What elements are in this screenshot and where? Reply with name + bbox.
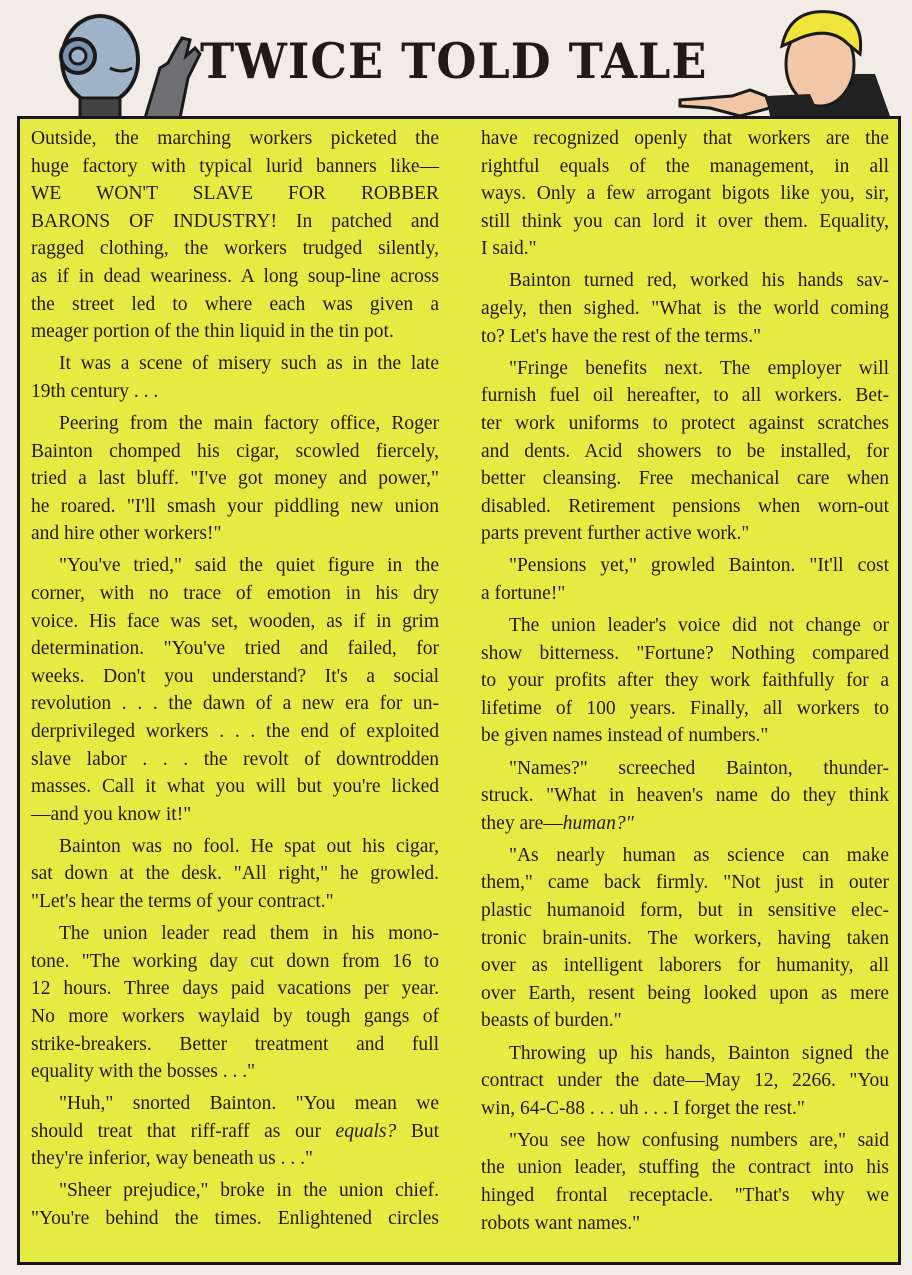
text-segment: "Names?" screeched Bainton, thunder- xyxy=(509,757,889,779)
text-segment: agely, then sighed. "What is the world coming xyxy=(481,298,889,320)
text-line xyxy=(31,833,439,861)
text-line xyxy=(481,842,889,870)
text-segment: corner, with no trace of emotion in his dry xyxy=(31,583,439,604)
text-line xyxy=(481,493,889,521)
text-line xyxy=(31,746,439,774)
text-line xyxy=(31,860,439,888)
text-segment: tried a last bluff. "I've got money and power," xyxy=(31,468,439,490)
text-segment: tone. "The working day cut down from 16 to xyxy=(31,950,439,972)
text-segment: Throwing up his hands, Bainton signed the xyxy=(509,1042,889,1064)
story-text-box xyxy=(17,116,901,1265)
text-line xyxy=(481,612,889,640)
text-line xyxy=(31,318,439,346)
text-line xyxy=(481,382,889,410)
text-line xyxy=(481,925,889,953)
text-segment: Peering from the main factory office, Roger xyxy=(59,412,439,434)
text-line xyxy=(481,552,889,580)
text-line xyxy=(481,323,889,351)
text-line xyxy=(31,975,439,1003)
text-line xyxy=(31,948,439,976)
text-segment: No more workers waylaid by tough gangs of xyxy=(31,1005,439,1027)
text-line xyxy=(31,153,439,181)
text-line xyxy=(481,952,889,980)
text-segment: they are— xyxy=(481,812,563,834)
man-pointing-illustration xyxy=(670,4,900,120)
text-segment: should treat that riff-raff as our xyxy=(31,1120,336,1142)
text-segment: furnish fuel oil hereafter, to all workers. Bet- xyxy=(481,385,889,407)
text-segment: struck. "What in heaven's name do they think xyxy=(481,785,889,807)
text-line xyxy=(481,667,889,695)
text-segment: show bitterness. "Fortune? Nothing compared xyxy=(481,642,889,664)
story-paragraph xyxy=(481,267,889,350)
text-line xyxy=(481,695,889,723)
story-paragraph xyxy=(481,552,889,607)
text-line xyxy=(481,1067,889,1095)
text-line xyxy=(481,153,889,181)
text-line xyxy=(481,580,889,608)
story-paragraph xyxy=(31,552,439,828)
text-line xyxy=(31,410,439,438)
text-segment: plastic humanoid form, but in sensitive elec- xyxy=(481,900,889,922)
text-segment: "Sheer prejudice," broke in the union chief. xyxy=(59,1180,439,1202)
text-line xyxy=(481,755,889,783)
text-segment: "You see how confusing numbers are," said xyxy=(509,1129,889,1151)
text-line xyxy=(481,1040,889,1068)
text-line xyxy=(31,263,439,291)
text-line xyxy=(481,722,889,750)
story-paragraph xyxy=(31,350,439,405)
text-segment: they're inferior, way beneath us . . ." xyxy=(31,1148,313,1170)
text-segment: derprivileged workers . . . the end of exploited xyxy=(31,720,439,742)
italic-text: human?" xyxy=(562,812,634,834)
text-segment: WE WON'T SLAVE FOR ROBBER xyxy=(31,183,439,205)
story-paragraph xyxy=(31,410,439,548)
text-segment: The union leader read them in his mono- xyxy=(59,923,439,945)
text-line xyxy=(31,663,439,691)
text-line xyxy=(31,1118,439,1146)
text-line xyxy=(481,520,889,548)
text-segment: strike-breakers. Better treatment and full xyxy=(31,1033,439,1055)
text-segment: Bainton turned red, worked his hands sav- xyxy=(509,270,889,292)
story-paragraph xyxy=(481,755,889,838)
story-paragraph xyxy=(481,842,889,1035)
text-segment: The union leader's voice did not change or xyxy=(509,615,889,637)
text-line xyxy=(31,920,439,948)
text-line xyxy=(31,888,439,916)
text-line xyxy=(481,1127,889,1155)
story-paragraph xyxy=(31,833,439,916)
text-segment: It was a scene of misery such as in the late xyxy=(59,353,439,375)
text-segment: be given names instead of numbers." xyxy=(481,725,769,747)
robot-illustration xyxy=(40,8,210,120)
text-line xyxy=(481,235,889,263)
text-line xyxy=(481,1182,889,1210)
text-segment: But xyxy=(396,1120,439,1142)
text-line xyxy=(31,1145,439,1173)
text-line xyxy=(481,465,889,493)
text-line xyxy=(481,1007,889,1035)
text-line xyxy=(481,355,889,383)
text-line xyxy=(31,552,439,580)
text-segment: Bainton chomped his cigar, scowled fiercely, xyxy=(31,440,439,462)
text-segment: 19th century . . . xyxy=(31,380,159,402)
text-segment: "You've tried," said the quiet figure in the xyxy=(59,555,439,577)
text-segment: rightful equals of the management, in all xyxy=(481,155,889,177)
text-segment: over as intelligent laborers for humanity, all xyxy=(481,955,889,977)
text-segment: weeks. Don't you understand? It's a social xyxy=(31,665,439,687)
text-column-right xyxy=(481,125,889,1242)
text-segment: 12 hours. Three days paid vacations per year. xyxy=(31,978,439,1000)
story-paragraph xyxy=(31,125,439,346)
text-segment: "Let's hear the terms of your contract." xyxy=(31,891,334,913)
text-segment: to? Let's have the rest of the terms." xyxy=(481,325,762,347)
text-segment: I said." xyxy=(481,238,537,260)
text-segment: "Fringe benefits next. The employer will xyxy=(509,357,889,379)
story-paragraph xyxy=(481,355,889,548)
text-line xyxy=(31,1205,439,1233)
text-line xyxy=(481,267,889,295)
page-title: TWICE TOLD TALE xyxy=(200,32,708,90)
text-line xyxy=(31,180,439,208)
text-segment: a fortune!" xyxy=(481,583,566,604)
text-segment: better cleansing. Free mechanical care when xyxy=(481,468,889,490)
text-segment: over Earth, resent being looked upon as mere xyxy=(481,982,889,1004)
text-segment: "Pensions yet," growled Bainton. "It'll cost xyxy=(509,555,889,577)
text-line xyxy=(31,718,439,746)
text-segment: lifetime of 100 years. Finally, all workers to xyxy=(481,697,889,719)
text-line xyxy=(31,493,439,521)
text-segment: as if in dead weariness. A long soup-line across xyxy=(31,265,439,287)
text-line xyxy=(31,235,439,263)
text-line xyxy=(481,1095,889,1123)
text-segment: slave labor . . . the revolt of downtrodden xyxy=(31,748,439,770)
text-line xyxy=(31,1003,439,1031)
page-header xyxy=(0,0,912,120)
text-line xyxy=(31,1058,439,1086)
text-segment: the union leader, stuffing the contract into his xyxy=(481,1157,889,1179)
text-segment: them," came back firmly. "Not just in outer xyxy=(481,872,889,894)
text-segment: still think you can lord it over them. Equality, xyxy=(481,210,889,232)
text-segment: parts prevent further active work." xyxy=(481,523,750,545)
text-segment: masses. Call it what you will but you're licked xyxy=(31,776,439,798)
text-segment: hinged frontal receptacle. "That's why we xyxy=(481,1184,889,1206)
text-line xyxy=(31,1177,439,1205)
text-line xyxy=(31,520,439,548)
text-line xyxy=(481,782,889,810)
text-line xyxy=(481,810,889,838)
text-segment: "You're behind the times. Enlightened circles xyxy=(31,1208,439,1230)
text-line xyxy=(31,690,439,718)
text-segment: beasts of burden." xyxy=(481,1010,622,1032)
text-line xyxy=(481,125,889,153)
text-column-left xyxy=(31,125,439,1237)
text-segment: and hire other workers!" xyxy=(31,523,222,545)
text-segment: determination. "You've tried and failed, for xyxy=(31,638,439,660)
text-line xyxy=(481,980,889,1008)
text-segment: huge factory with typical lurid banners like— xyxy=(31,155,439,177)
text-segment: win, 64-C-88 . . . uh . . . I forget the rest." xyxy=(481,1097,805,1119)
text-line xyxy=(31,378,439,406)
text-segment: tronic brain-units. The workers, having taken xyxy=(481,927,889,949)
text-segment: Outside, the marching workers picketed the xyxy=(31,128,439,149)
text-line xyxy=(31,635,439,663)
story-paragraph xyxy=(481,1040,889,1123)
text-segment: Bainton was no fool. He spat out his cigar, xyxy=(59,835,439,857)
text-segment: —and you know it!" xyxy=(31,803,192,825)
text-line xyxy=(481,295,889,323)
text-segment: to your profits after they work faithfully for a xyxy=(481,670,889,692)
story-paragraph xyxy=(481,125,889,263)
text-line xyxy=(481,410,889,438)
story-paragraph xyxy=(31,920,439,1086)
story-paragraph xyxy=(31,1177,439,1232)
text-segment: meager portion of the thin liquid in the tin pot. xyxy=(31,321,394,343)
text-segment: equality with the bosses . . ." xyxy=(31,1061,256,1083)
text-line xyxy=(31,608,439,636)
text-segment: voice. His face was set, wooden, as if in grim xyxy=(31,610,439,632)
text-segment: "As nearly human as science can make xyxy=(509,844,889,866)
text-line xyxy=(481,1154,889,1182)
text-segment: disabled. Retirement pensions when worn-out xyxy=(481,495,889,517)
text-line xyxy=(481,1210,889,1238)
text-line xyxy=(481,897,889,925)
text-segment: he roared. "I'll smash your piddling new union xyxy=(31,495,439,517)
text-line xyxy=(481,640,889,668)
text-segment: "Huh," snorted Bainton. "You mean we xyxy=(59,1093,439,1115)
story-paragraph xyxy=(31,1090,439,1173)
text-line xyxy=(481,438,889,466)
italic-text: equals? xyxy=(335,1120,397,1142)
text-segment: ways. Only a few arrogant bigots like you, sir, xyxy=(481,183,889,205)
text-line xyxy=(31,1090,439,1118)
text-line xyxy=(31,1031,439,1059)
text-segment: and dents. Acid showers to be installed, for xyxy=(481,440,889,462)
text-segment: robots want names." xyxy=(481,1212,641,1234)
text-segment: revolution . . . the dawn of a new era for un- xyxy=(31,693,439,715)
text-line xyxy=(481,180,889,208)
text-segment: sat down at the desk. "All right," he growled. xyxy=(31,863,439,885)
text-line xyxy=(481,869,889,897)
story-paragraph xyxy=(481,1127,889,1237)
text-line xyxy=(31,291,439,319)
text-line xyxy=(481,208,889,236)
text-segment: the street led to where each was given a xyxy=(31,293,439,315)
text-segment: BARONS OF INDUSTRY! In patched and xyxy=(31,210,439,232)
text-line xyxy=(31,773,439,801)
text-line xyxy=(31,125,439,153)
text-line xyxy=(31,438,439,466)
story-paragraph xyxy=(481,612,889,750)
text-segment: ragged clothing, the workers trudged silently, xyxy=(31,238,439,260)
text-line xyxy=(31,801,439,829)
text-segment: have recognized openly that workers are the xyxy=(481,128,889,149)
text-line xyxy=(31,208,439,236)
text-segment: ter work uniforms to protect against scratches xyxy=(481,412,889,434)
text-line xyxy=(31,580,439,608)
text-line xyxy=(31,465,439,493)
text-line xyxy=(31,350,439,378)
text-segment: contract under the date—May 12, 2266. "You xyxy=(481,1070,889,1092)
